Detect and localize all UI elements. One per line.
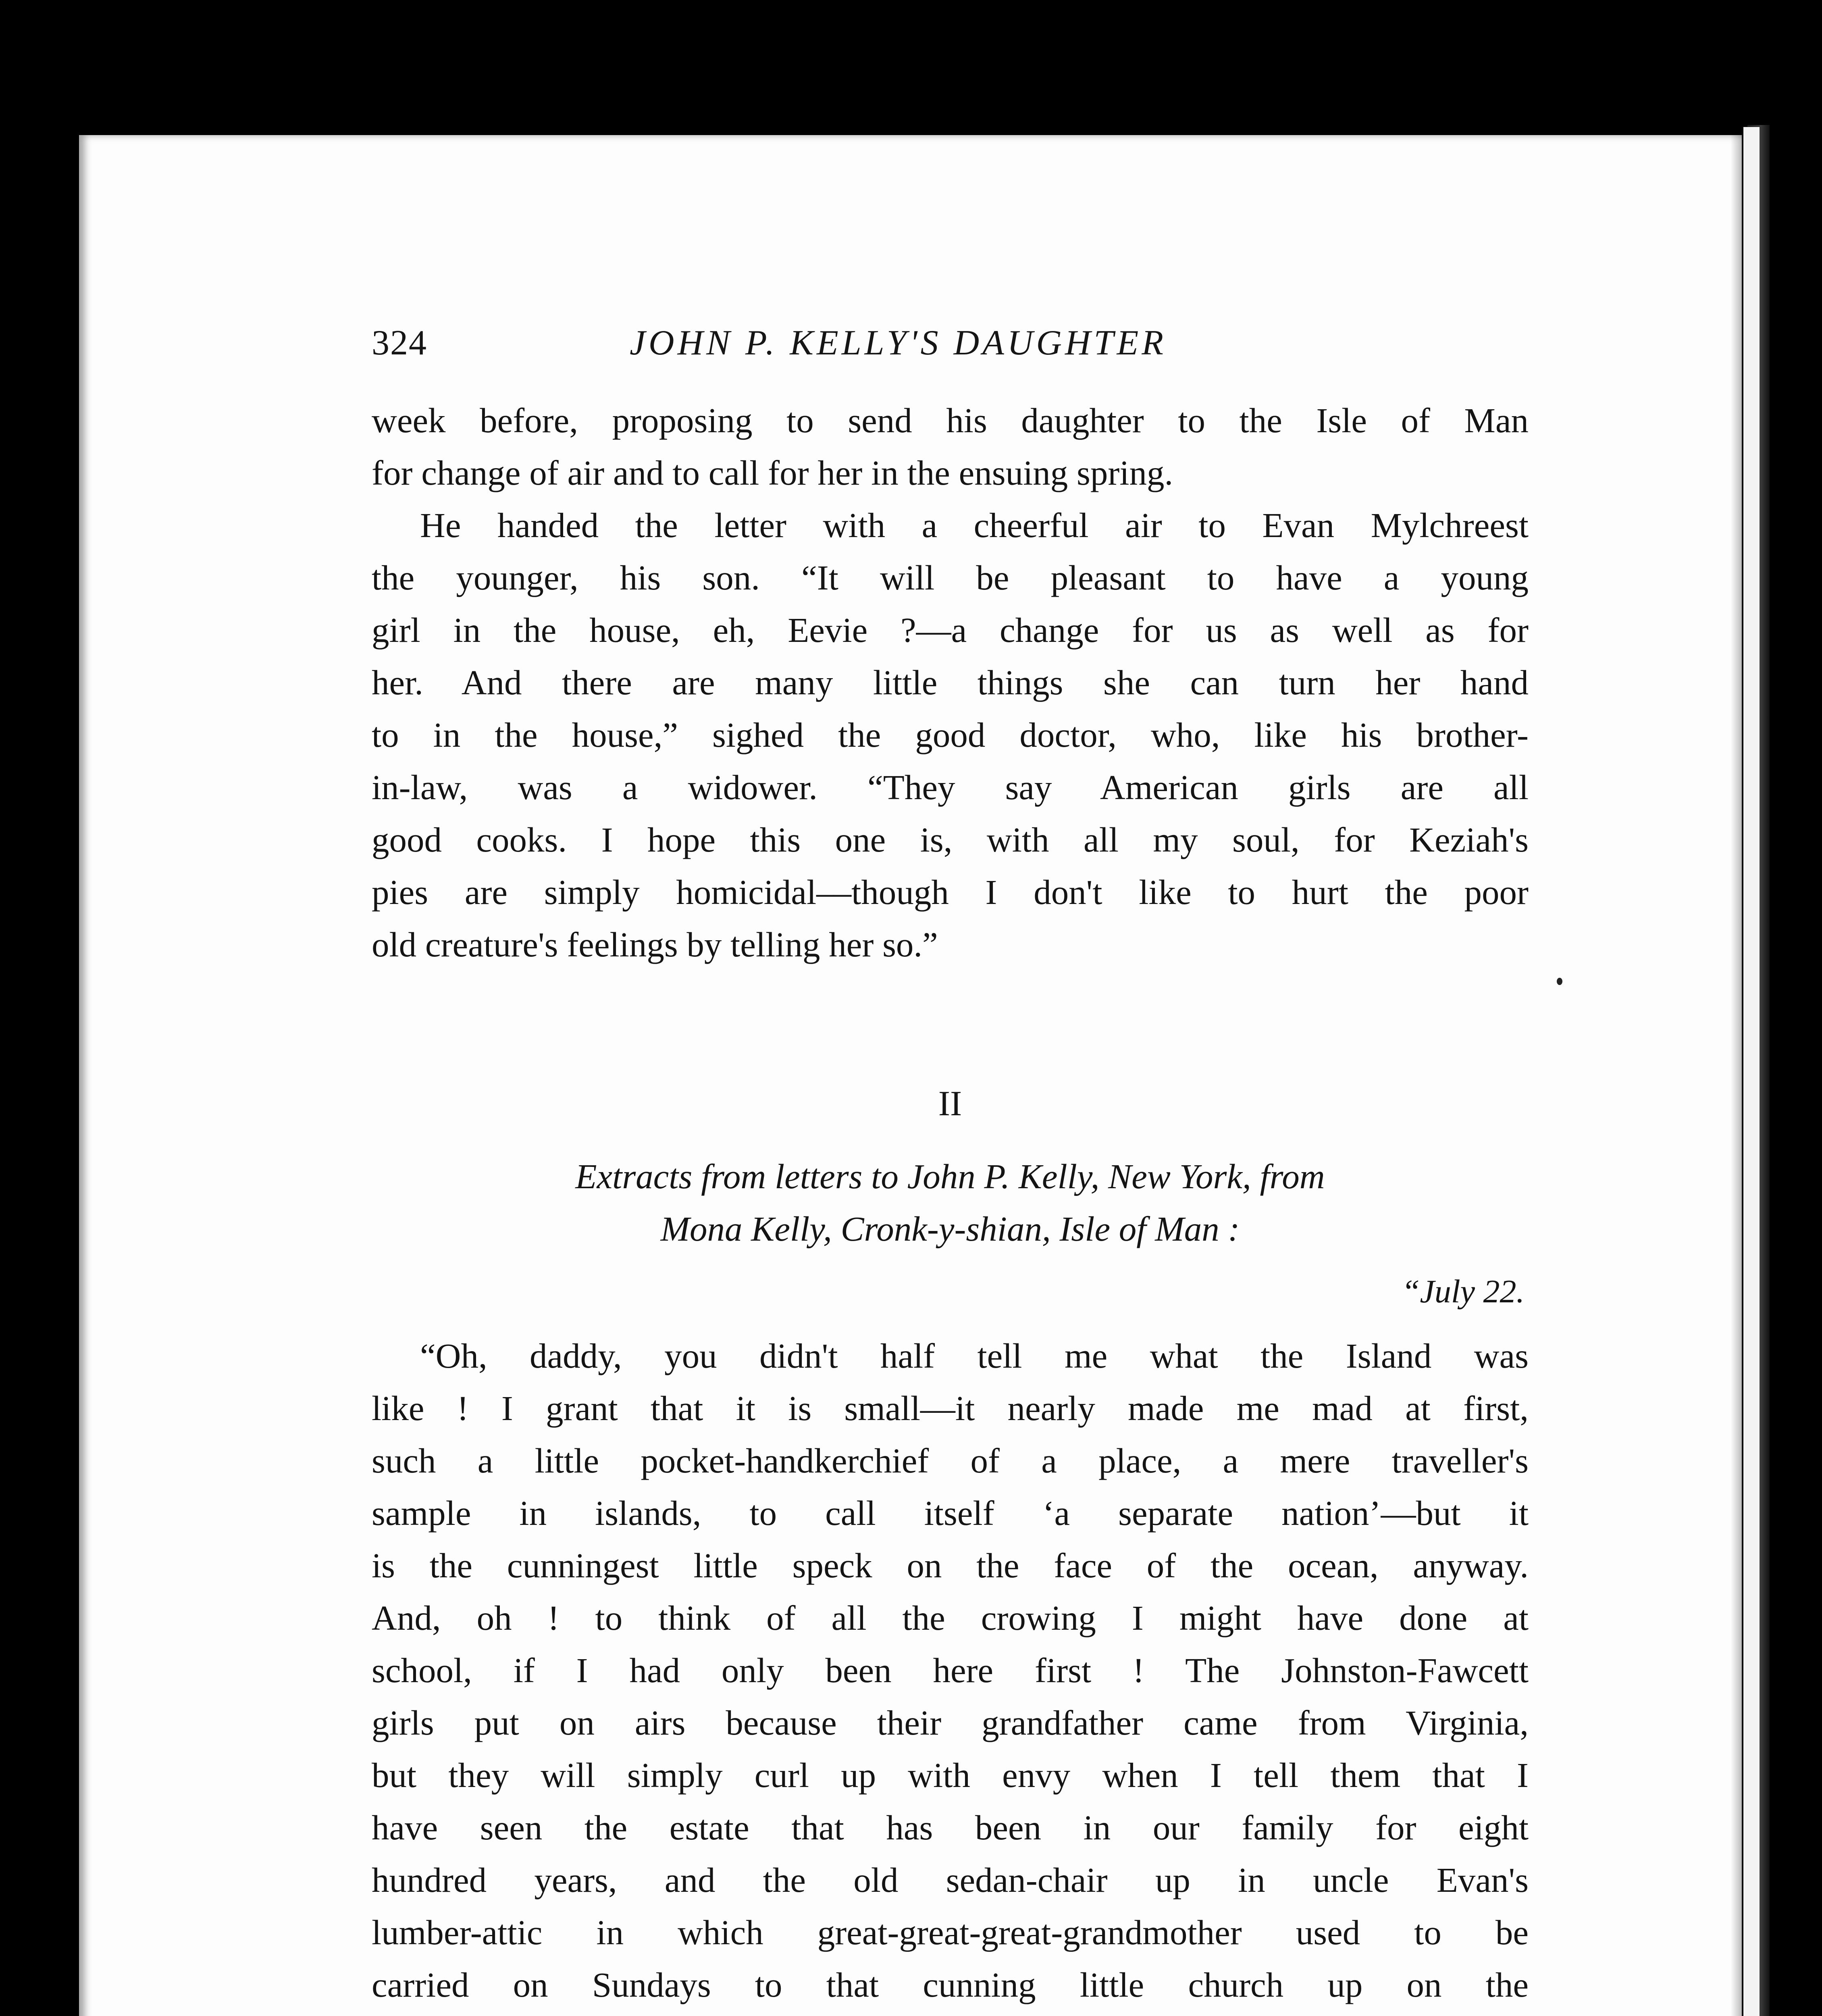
text-line: And, oh ! to think of all the crowing I might have done at: [372, 1598, 1529, 1637]
text-line: like ! I grant that it is small—it nearly made me mad at first,: [372, 1389, 1529, 1428]
extract-heading: Mona Kelly, Cronk-y-shian, Isle of Man :: [660, 1209, 1240, 1248]
text-line: have seen the estate that has been in our family for eight: [372, 1808, 1529, 1847]
extract-heading: Extracts from letters to John P. Kelly, New York, from: [575, 1157, 1325, 1196]
text-line: “Oh, daddy, you didn't half tell me what the Island was: [420, 1336, 1529, 1375]
scan-speck: [1557, 978, 1562, 985]
text-line: girls put on airs because their grandfather came from Virginia,: [372, 1703, 1529, 1742]
text-line: girl in the house, eh, Eevie ?—a change for us as well as for: [372, 610, 1529, 650]
letter-date: “July 22.: [1401, 1273, 1525, 1310]
text-line: is the cunningest little speck on the face of the ocean, anyway.: [372, 1546, 1529, 1585]
text-line: sample in islands, to call itself ‘a separate nation’—but it: [372, 1493, 1529, 1533]
text-line: old creature's feelings by telling her so.”: [372, 925, 938, 964]
text-line: carried on Sundays to that cunning little church up on the: [372, 1965, 1529, 2004]
next-page-edge: [1743, 127, 1760, 2016]
text-line: school, if I had only been here first ! The Johnston-Fawcett: [372, 1651, 1529, 1690]
text-line: hundred years, and the old sedan-chair up in uncle Evan's: [372, 1860, 1529, 1899]
text-line: pies are simply homicidal––though I don't like to hurt the poor: [372, 873, 1529, 912]
text-line: her. And there are many little things she can turn her hand: [372, 663, 1529, 702]
section-number: II: [938, 1084, 962, 1123]
running-title: JOHN P. KELLY'S DAUGHTER: [630, 323, 1167, 362]
page-number: 324: [372, 323, 427, 362]
text-line: for change of air and to call for her in the ensuing spring.: [372, 453, 1173, 492]
text-line: [372, 2014, 1529, 2016]
page-gutter-shadow: [1730, 135, 1742, 2016]
text-line: such a little pocket-handkerchief of a place, a mere traveller's: [372, 1441, 1529, 1480]
text-line: good cooks. I hope this one is, with all my soul, for Keziah's: [372, 820, 1529, 859]
text-line: the younger, his son. “It will be pleasant to have a young: [372, 558, 1529, 597]
text-line: to in the house,” sighed the good doctor, who, like his brother-: [372, 715, 1529, 754]
text-line: He handed the letter with a cheerful air to Evan Mylchreest: [420, 506, 1529, 545]
text-line: lumber-attic in which great-great-great-grandmother used to be: [372, 1913, 1529, 1952]
text-line: week before, proposing to send his daughter to the Isle of Man: [372, 401, 1529, 440]
text-line: in-law, was a widower. “They say American girls are all: [372, 768, 1529, 807]
running-header: [372, 323, 1529, 371]
text-line: but they will simply curl up with envy when I tell them that I: [372, 1756, 1529, 1795]
